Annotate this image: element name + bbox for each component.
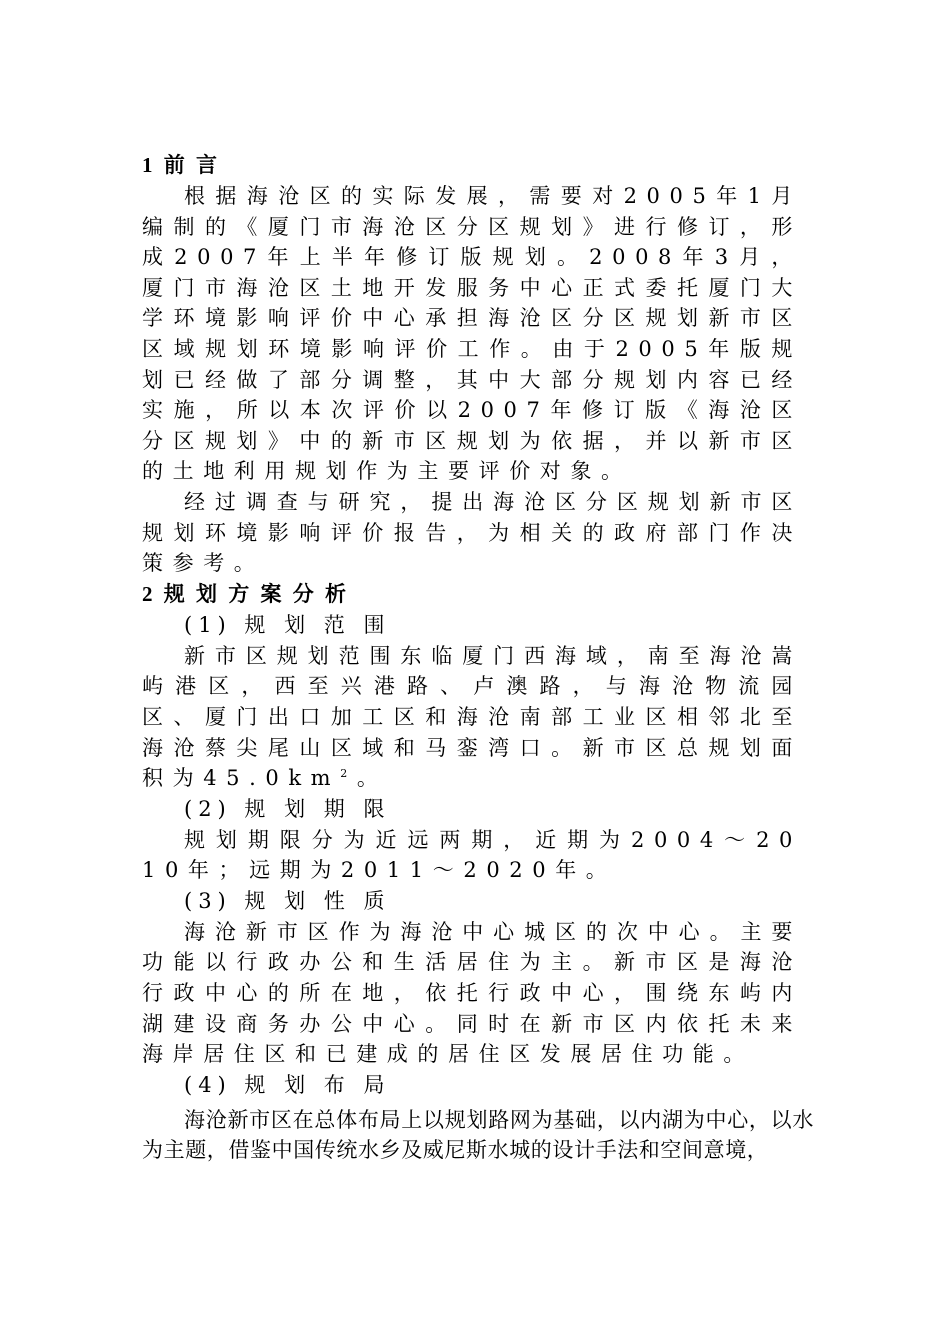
- nature-paragraph: 海沧新市区作为海沧中心城区的次中心。主要功能以行政办公和生活居住为主。新市区是海沧行政中心的所在地，依托行政中心，围绕东屿内湖建设商务办公中心。同时在新市区内依托未来海岸居住区和已建成的居住区发展居住功能。: [142, 919, 802, 1067]
- scope-paragraph: [142, 641, 802, 794]
- scope-label: (1) 规 划 范 围: [184, 612, 391, 637]
- intro-paragraph-2: 经过调查与研究，提出海沧区分区规划新市区规划环境影响评价报告，为相关的政府部门作决策参考。: [142, 489, 802, 576]
- layout-paragraph: 海沧新市区在总体布局上以规划路网为基础，以内湖为中心，以水为主题，借鉴中国传统水乡及威尼斯水城的设计手法和空间意境，: [142, 1107, 814, 1162]
- nature-label: (3) 规 划 性 质: [184, 888, 391, 913]
- section-2-heading: 2 规 划 方 案 分 析: [142, 581, 349, 606]
- layout-label: (4) 规 划 布 局: [184, 1072, 391, 1097]
- period-label: (2) 规 划 期 限: [184, 796, 391, 821]
- scope-text-end: 。: [356, 766, 388, 791]
- area-unit-superscript: 2: [340, 767, 357, 781]
- period-paragraph: 规划期限分为近远两期，近期为2004～2010年；远期为2011～2020年。: [142, 827, 802, 883]
- document-page: [142, 150, 814, 1165]
- intro-paragraph-1: 根据海沧区的实际发展，需要对2005年1月编制的《厦门市海沧区分区规划》进行修订，形成2007年上半年修订版规划。2008年3月，厦门市海沧区土地开发服务中心正式委托厦门大学环境影响评价中心承担海沧区分区规划新市区区域规划环境影响评价工作。由于2005年版规划已经做了部分调整，其中大部分规划内容已经实施，所以本次评价以2007年修订版《海沧区分区规划》中的新市区规划为依据，并以新市区的土地利用规划作为主要评价对象。: [142, 184, 802, 484]
- scope-text: 新市区规划范围东临厦门西海域，南至海沧嵩屿港区，西至兴港路、卢澳路，与海沧物流园区、厦门出口加工区和海沧南部工业区相邻北至海沧蔡尖尾山区域和马銮湾口。新市区总规划面积为45.0km: [142, 643, 802, 791]
- section-1-heading: 1 前 言: [142, 153, 220, 177]
